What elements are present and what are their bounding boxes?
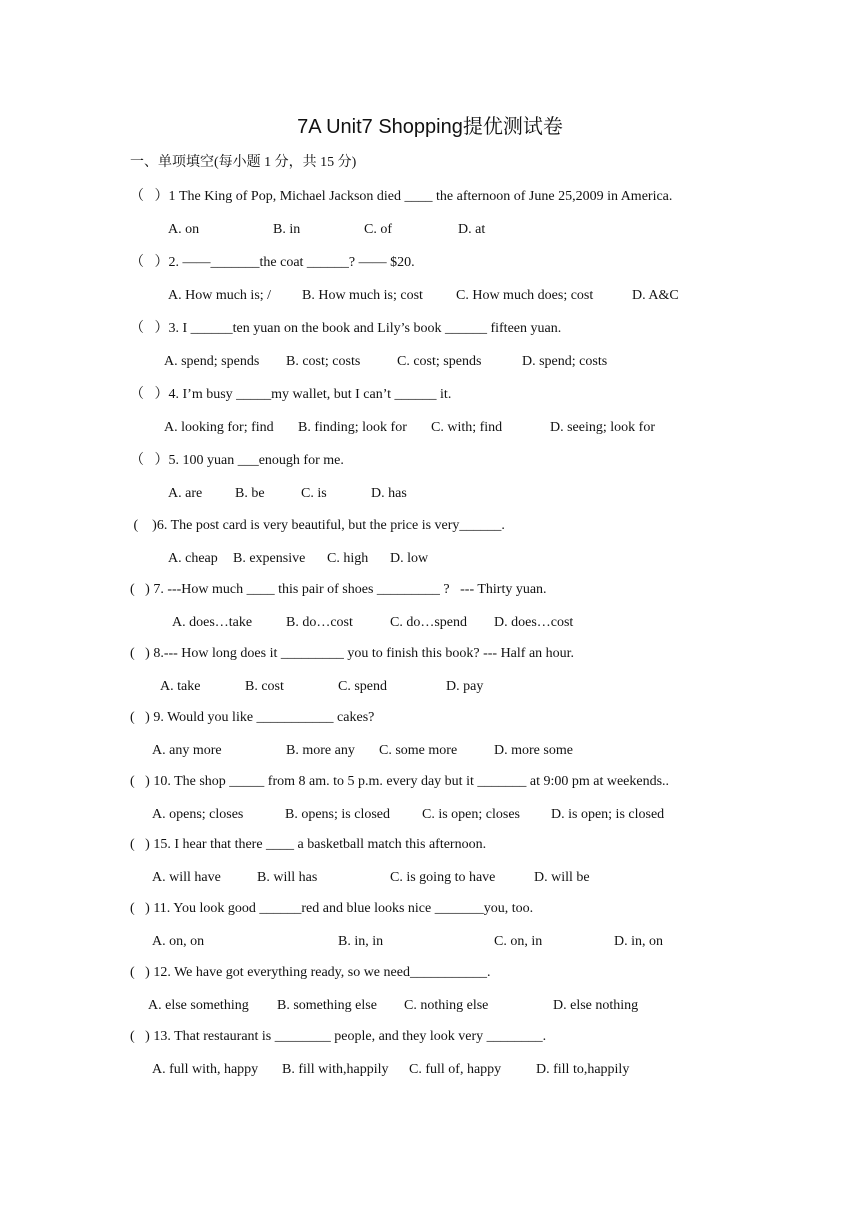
- answer-option: C. is open; closes: [422, 807, 520, 822]
- answer-option: C. cost; spends: [397, 354, 482, 369]
- answer-option: C. high: [327, 551, 369, 566]
- answer-option: B. more any: [286, 743, 355, 758]
- answer-option: D. more some: [494, 743, 573, 758]
- answer-option: C. some more: [379, 743, 458, 758]
- question-stem: （ ）4. I’m busy _____my wallet, but I can’t ______ it.: [130, 387, 452, 402]
- answer-option: A. on, on: [152, 934, 205, 949]
- answer-option: B. will has: [257, 870, 318, 885]
- answer-option: D. seeing; look for: [550, 420, 655, 435]
- answer-option: C. nothing else: [404, 998, 489, 1013]
- answer-option: D. has: [371, 486, 407, 501]
- answer-option: D. fill to,happily: [536, 1062, 630, 1077]
- answer-option: B. be: [235, 486, 265, 501]
- question-stem: ( ) 7. ---How much ____ this pair of shoes _________ ? --- Thirty yuan.: [130, 582, 547, 597]
- answer-option: D. low: [390, 551, 429, 566]
- question-stem: ( ) 15. I hear that there ____ a basketball match this afternoon.: [130, 837, 487, 852]
- answer-option: C. of: [364, 222, 392, 237]
- answer-option: A. else something: [148, 998, 249, 1013]
- question-stem: ( ) 9. Would you like ___________ cakes?: [130, 710, 375, 725]
- answer-option: C. spend: [338, 679, 387, 694]
- answer-option: B. in: [273, 222, 301, 237]
- answer-option: B. cost; costs: [286, 354, 361, 369]
- answer-option: D. in, on: [614, 934, 663, 949]
- answer-option: A. are: [168, 486, 203, 501]
- question-stem: ( ) 8.--- How long does it _________ you to finish this book? --- Half an hour.: [130, 646, 575, 661]
- question-stem: ( ) 12. We have got everything ready, so we need___________.: [130, 965, 491, 980]
- answer-option: C. do…spend: [390, 615, 467, 630]
- answer-option: A. full with, happy: [152, 1062, 259, 1077]
- question-stem: ( ) 13. That restaurant is ________ people, and they look very ________.: [130, 1029, 547, 1044]
- answer-option: C. How much does; cost: [456, 288, 594, 303]
- answer-option: A. opens; closes: [152, 807, 244, 822]
- answer-option: D. will be: [534, 870, 590, 885]
- page-title: 7A Unit7 Shopping提优测试卷: [297, 116, 563, 138]
- answer-option: C. on, in: [494, 934, 543, 949]
- question-stem: （ ）2. ——_______the coat ______? —— $20.: [130, 255, 415, 270]
- answer-option: D. spend; costs: [522, 354, 608, 369]
- answer-option: A. any more: [152, 743, 222, 758]
- question-stem: ( ) 10. The shop _____ from 8 am. to 5 p.m. every day but it _______ at 9:00 pm at weekends..: [130, 774, 670, 789]
- answer-option: A. will have: [152, 870, 221, 885]
- answer-option: B. cost: [245, 679, 284, 694]
- answer-option: D. at: [458, 222, 486, 237]
- answer-option: A. spend; spends: [164, 354, 260, 369]
- question-stem: ( )6. The post card is very beautiful, but the price is very______.: [130, 518, 505, 533]
- question-stem: （ ）5. 100 yuan ___enough for me.: [130, 453, 344, 468]
- answer-option: B. in, in: [338, 934, 384, 949]
- answer-option: A. cheap: [168, 551, 218, 566]
- answer-option: A. take: [160, 679, 201, 694]
- answer-option: C. with; find: [431, 420, 503, 435]
- answer-option: D. is open; is closed: [551, 807, 665, 822]
- answer-option: C. is: [301, 486, 327, 501]
- answer-option: B. opens; is closed: [285, 807, 390, 822]
- answer-option: B. do…cost: [286, 615, 353, 630]
- section-heading: 一、单项填空(每小题 1 分，共 15 分): [130, 155, 357, 170]
- answer-option: B. finding; look for: [298, 420, 407, 435]
- question-stem: （ ）1 The King of Pop, Michael Jackson died ____ the afternoon of June 25,2009 in America.: [130, 189, 673, 204]
- question-stem: （ ）3. I ______ten yuan on the book and Lily’s book ______ fifteen yuan.: [130, 321, 562, 336]
- answer-option: D. else nothing: [553, 998, 639, 1013]
- answer-option: B. something else: [277, 998, 377, 1013]
- answer-option: B. expensive: [233, 551, 306, 566]
- answer-option: A. looking for; find: [164, 420, 274, 435]
- answer-option: A. does…take: [172, 615, 253, 630]
- answer-option: B. How much is; cost: [302, 288, 423, 303]
- answer-option: D. A&C: [632, 288, 679, 303]
- answer-option: C. is going to have: [390, 870, 496, 885]
- answer-option: D. does…cost: [494, 615, 574, 630]
- question-stem: ( ) 11. You look good ______red and blue looks nice _______you, too.: [130, 901, 534, 916]
- answer-option: B. fill with,happily: [282, 1062, 389, 1077]
- answer-option: A. on: [168, 222, 200, 237]
- answer-option: D. pay: [446, 679, 484, 694]
- answer-option: C. full of, happy: [409, 1062, 502, 1077]
- answer-option: A. How much is; /: [168, 288, 272, 303]
